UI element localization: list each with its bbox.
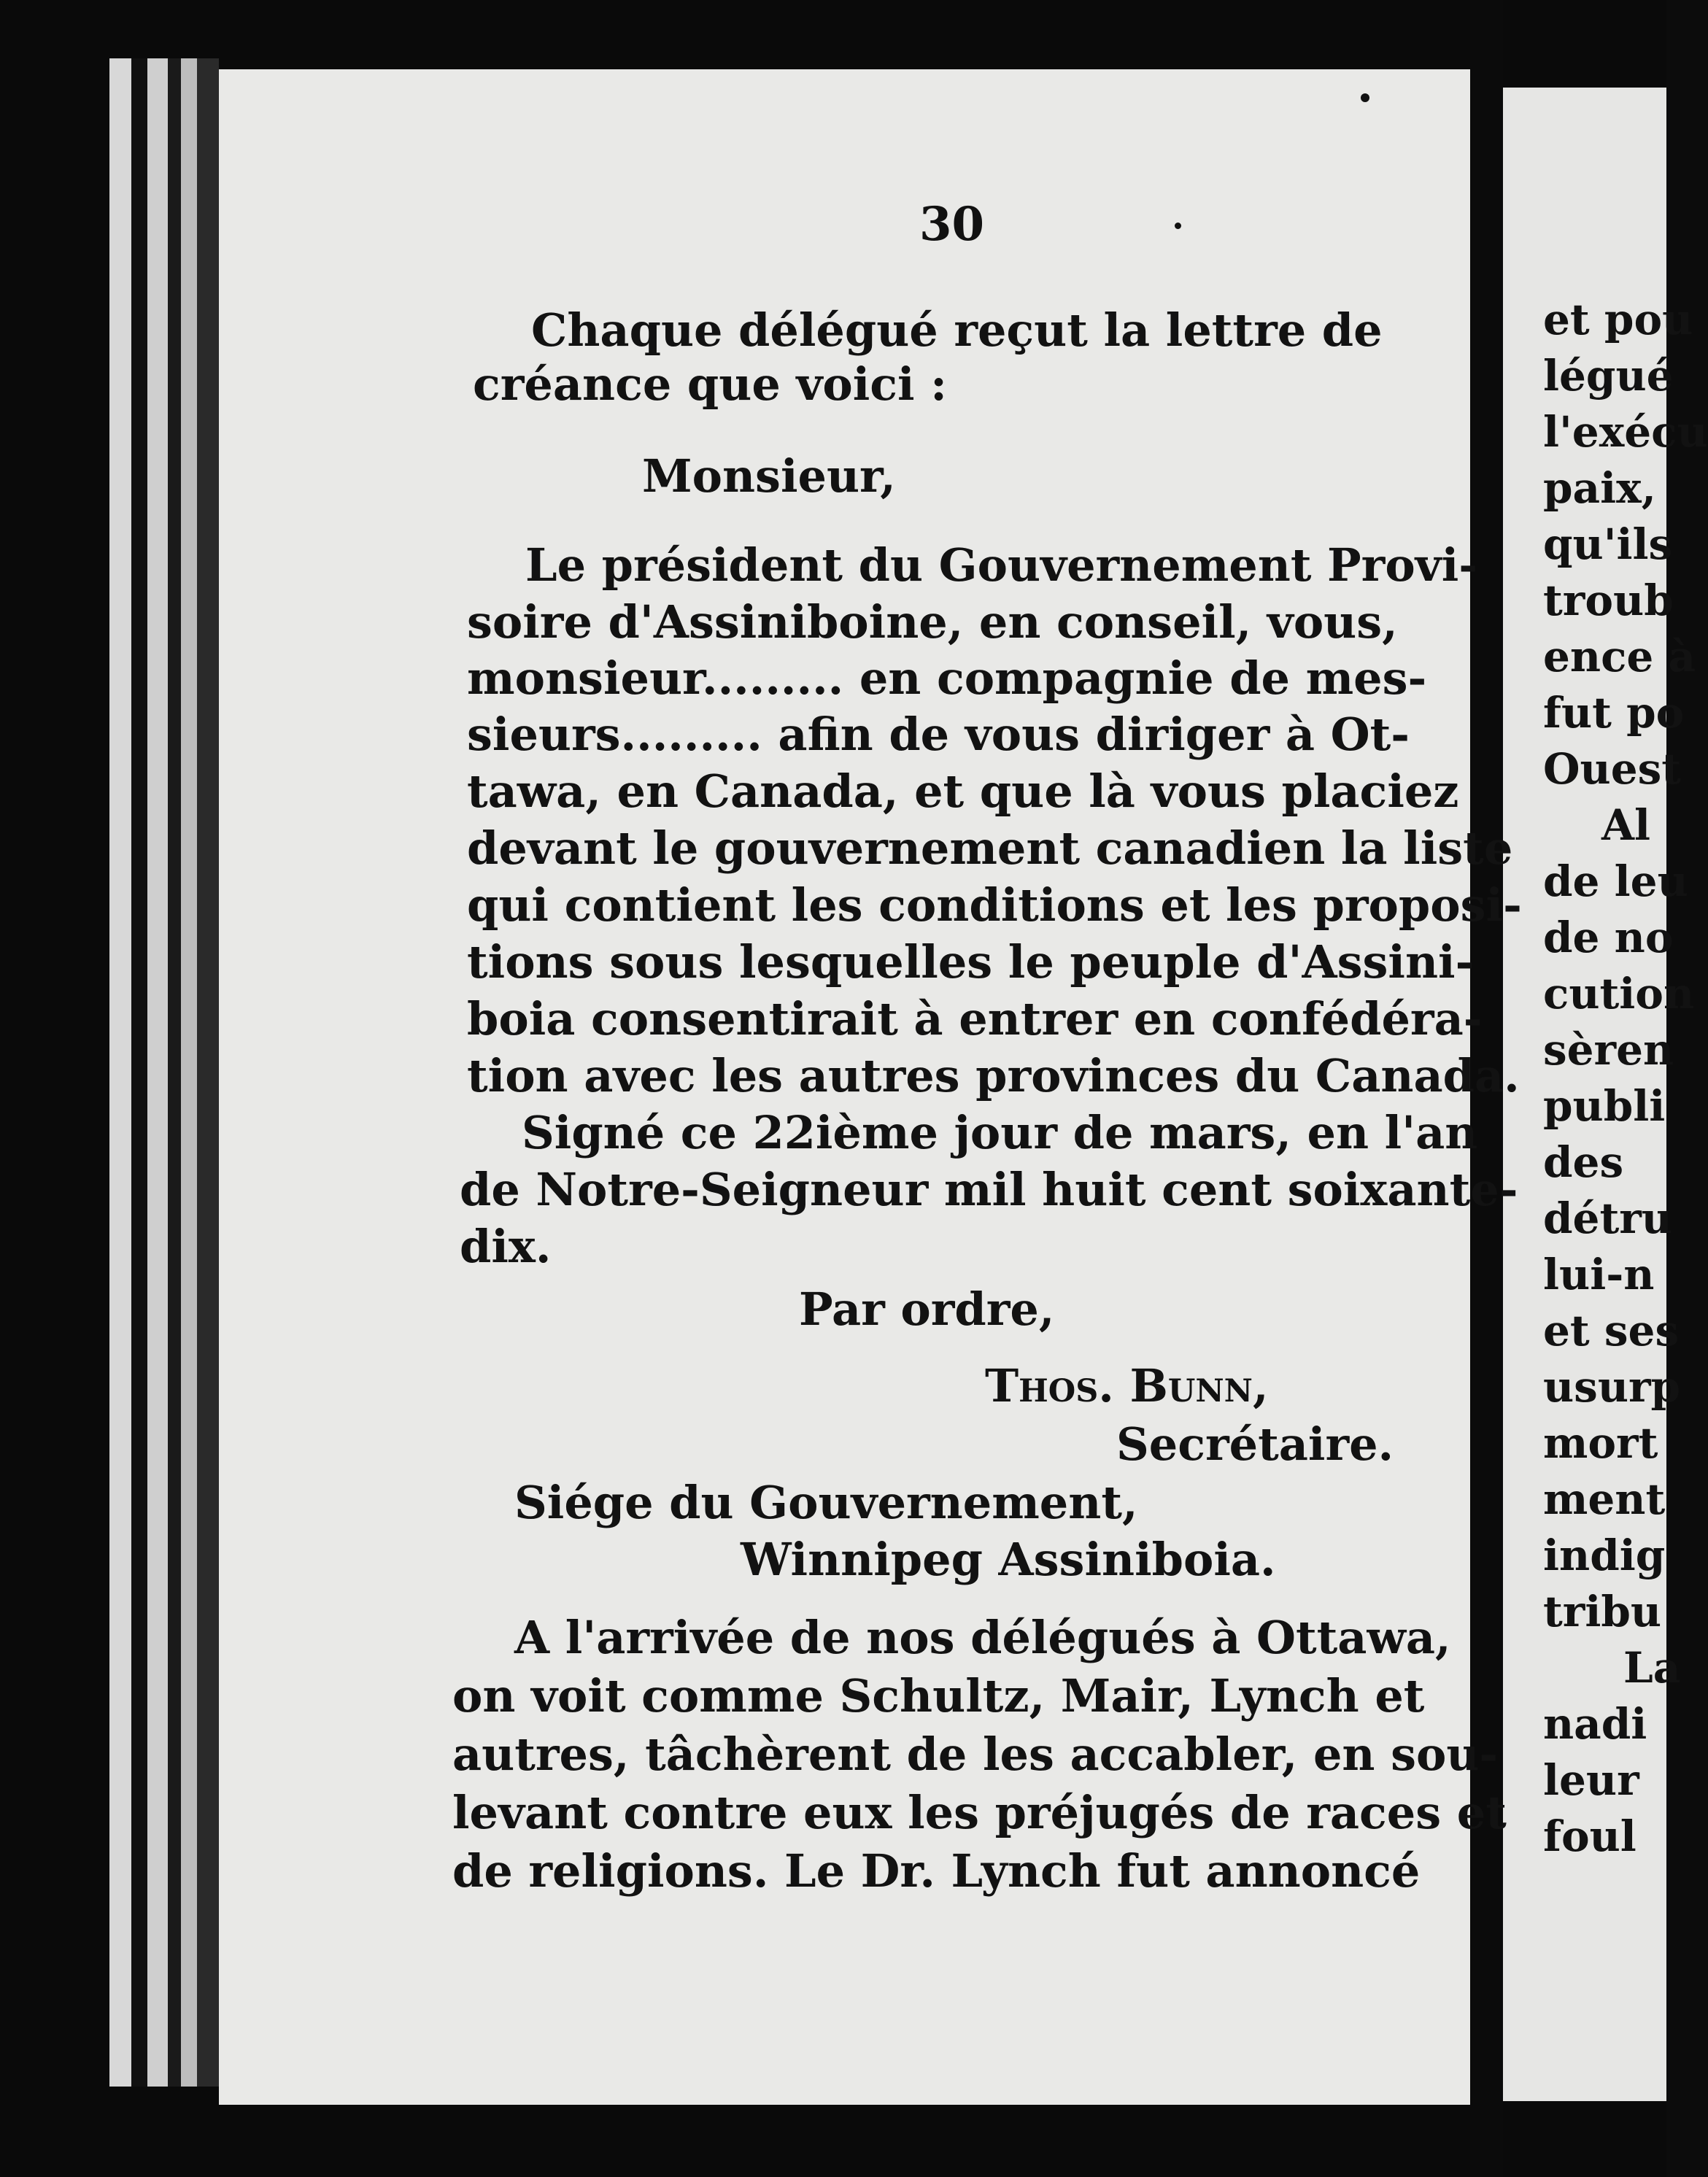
fragment-line: indig (1543, 1531, 1666, 1580)
fragment-line: lui-n (1543, 1250, 1655, 1299)
text-line: qui contient les conditions et les proposi- (467, 878, 1522, 932)
page-number: 30 (919, 197, 985, 252)
text-line: dix. (460, 1220, 552, 1273)
salutation: Monsieur, (642, 449, 896, 503)
text-line: sieurs......... afin de vous diriger à Ot- (467, 708, 1410, 761)
fragment-line: nadi (1543, 1699, 1647, 1749)
place-line: Winnipeg Assiniboia. (741, 1533, 1276, 1586)
fragment-line: détru (1543, 1194, 1672, 1243)
closing-par-ordre: Par ordre, (799, 1283, 1055, 1336)
text-line: de religions. Le Dr. Lynch fut annoncé (452, 1844, 1421, 1898)
fragment-line: publi (1543, 1081, 1666, 1131)
signer-title: Secrétaire. (1116, 1418, 1394, 1471)
fragment-line: troub (1543, 576, 1674, 625)
text-line: monsieur......... en compagnie de mes- (467, 651, 1427, 705)
fragment-line: La (1623, 1643, 1681, 1693)
fragment-line: paix, (1543, 463, 1656, 513)
text-line: Le président du Gouvernement Provi- (525, 538, 1477, 592)
fragment-line: fut po (1543, 688, 1685, 738)
text-line: tawa, en Canada, et que là vous placiez (467, 765, 1459, 818)
text-line: A l'arrivée de nos délégués à Ottawa, (514, 1611, 1451, 1664)
fragment-line: et ses (1543, 1306, 1680, 1356)
text-line: levant contre eux les préjugés de races et (452, 1786, 1507, 1839)
fragment-line: de leu (1543, 857, 1688, 906)
fragment-line: l'exécu (1543, 407, 1708, 457)
fragment-line: foul (1543, 1811, 1636, 1861)
fragment-line: ment (1543, 1474, 1666, 1524)
text-line: soire d'Assiniboine, en conseil, vous, (467, 595, 1398, 649)
fragment-line: Al (1601, 800, 1651, 850)
text-line: tions sous lesquelles le peuple d'Assini- (467, 935, 1475, 989)
text-line: boia consentirait à entrer en confédéra- (467, 992, 1483, 1045)
text-line: de Notre-Seigneur mil huit cent soixante- (460, 1163, 1518, 1216)
text-line: tion avec les autres provinces du Canada. (467, 1049, 1520, 1102)
fragment-line: sèren (1543, 1025, 1674, 1075)
text-line: autres, tâchèrent de les accabler, en sou- (452, 1728, 1499, 1781)
fragment-line: et pou (1543, 295, 1693, 344)
fragment-line: leur (1543, 1755, 1639, 1805)
fragment-line: des (1543, 1137, 1624, 1187)
fragment-line: cution (1543, 969, 1695, 1018)
fragment-line: tribu (1543, 1587, 1662, 1636)
fragment-line: mort (1543, 1418, 1658, 1468)
text-line: créance que voici : (473, 357, 948, 411)
fragment-line: usurp (1543, 1362, 1681, 1412)
place-line: Siége du Gouvernement, (514, 1476, 1138, 1529)
fragment-line: ence à (1543, 632, 1696, 681)
text-line: devant le gouvernement canadien la liste (467, 821, 1513, 875)
fragment-line: de no (1543, 913, 1674, 962)
text-line: on voit comme Schultz, Mair, Lynch et (452, 1669, 1425, 1722)
fragment-line: qu'ils (1543, 519, 1673, 569)
fragment-line: légué (1543, 351, 1674, 401)
fragment-line: Ouest (1543, 744, 1682, 794)
signer-name: Thos. Bunn, (985, 1359, 1269, 1412)
text-line: Chaque délégué reçut la lettre de (531, 303, 1383, 357)
text-line: Signé ce 22ième jour de mars, en l'an (522, 1106, 1478, 1159)
